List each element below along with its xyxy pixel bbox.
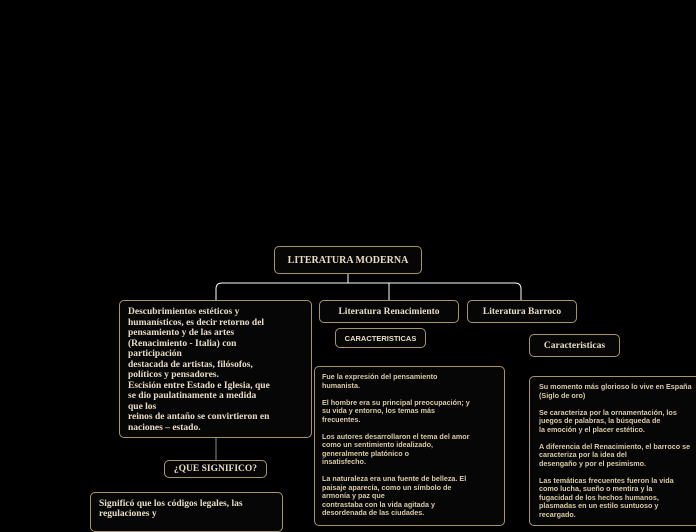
descubrimientos-node[interactable]: [119, 300, 312, 438]
barroco-paragraph-2: Se caracteriza por la ornamentación, los juegos de palabras, la búsqueda de la emoción y el placer estético.: [539, 407, 677, 434]
caracteristicas-barroco-label: Caracteristicas: [543, 340, 606, 351]
significo-text: Significó que los códigos legales, las regulaciones y: [99, 499, 243, 519]
caracteristicas-barroco-node[interactable]: [529, 334, 620, 357]
renacimiento-label: Literatura Renacimiento: [338, 306, 440, 317]
barroco-details-node[interactable]: [529, 376, 696, 526]
barroco-paragraph-3: A diferencia del Renacimiento, el barroco se caracteriza por la idea del desengaño y por el pesimismo.: [539, 441, 691, 468]
renacimiento-paragraph-2: El hombre era su principal preocupación; y su vida y entorno, los temas más frecuentes.: [322, 397, 470, 424]
barroco-paragraph-4: Las temáticas frecuentes fueron la vida como lucha, sueño o mentira y la fugacidad de los hechos humanos, plasmadas en un estilo suntuoso y recargado.: [539, 475, 674, 519]
barroco-node[interactable]: [467, 300, 577, 323]
connector-root-branches: [216, 274, 521, 300]
descubrimientos-text: Descubrimientos estéticos y humanísticos, es decir retorno del pensamiento y de las artes (Renacimiento - Italia) con participación destacada de artistas, filósofos, políticos y pensadores. Escisión entre Estado e Iglesia, que se dio paulatinamente a medida que los reinos de antaño se convirtieron en naciones – estado.: [128, 307, 270, 433]
renacimiento-node[interactable]: [319, 300, 459, 323]
barroco-label: Literatura Barroco: [482, 306, 562, 317]
significo-node[interactable]: [90, 492, 283, 532]
root-node[interactable]: [274, 246, 422, 274]
que-significo-label: ¿QUE SIGNIFICO?: [173, 464, 258, 474]
root-label: LITERATURA MODERNA: [287, 254, 409, 266]
renacimiento-paragraph-3: Los autores desarrollaron el tema del amor como un sentimiento idealizado, generalmente platónico o insatisfecho.: [322, 431, 470, 466]
caracteristicas-renacimiento-node[interactable]: [335, 328, 426, 348]
barroco-paragraph-1: Su momento más glorioso lo vive en España (Siglo de oro): [539, 382, 692, 400]
renacimiento-paragraph-4: La naturaleza era una fuente de belleza. El paisaje aparecía, como un símbolo de armonía y paz que contrastaba con la vida agitada y desordenada de las ciudades.: [322, 474, 467, 517]
que-significo-node[interactable]: [164, 460, 267, 478]
caracteristicas-renacimiento-label: CARACTERISTICAS: [344, 333, 417, 343]
renacimiento-details-node[interactable]: [314, 366, 505, 526]
renacimiento-paragraph-1: Fue la expresión del pensamiento humanista.: [322, 372, 438, 390]
